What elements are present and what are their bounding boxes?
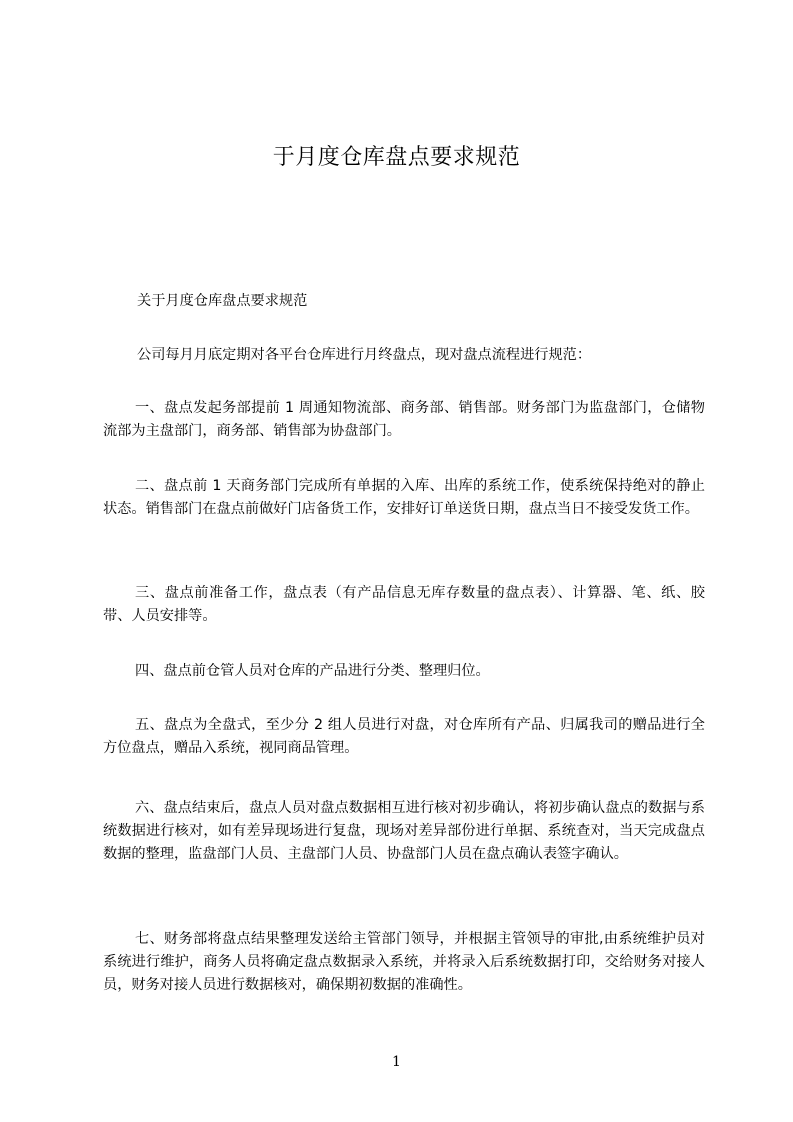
document-subtitle: 关于月度仓库盘点要求规范 — [137, 293, 308, 309]
section-3-paragraph: 三、盘点前准备工作，盘点表（有产品信息无库存数量的盘点表）、计算器、笔、纸、胶带、人员安排等。 — [103, 585, 705, 624]
section-7-paragraph: 七、财务部将盘点结果整理发送给主管部门领导，并根据主管领导的审批,由系统维护员对系统进行维护，商务人员将确定盘点数据录入系统，并将录入后系统数据打印，交给财务对接人员，财务对接人员进行数据核对，确保期初数据的准确性。 — [103, 931, 705, 993]
document-title: 于月度仓库盘点要求规范 — [272, 145, 521, 170]
section-1-paragraph: 一、盘点发起务部提前 1 周通知物流部、商务部、销售部。财务部门为监盘部门，仓储物流部为主盘部门，商务部、销售部为协盘部门。 — [103, 400, 705, 439]
section-2-paragraph: 二、盘点前 1 天商务部门完成所有单据的入库、出库的系统工作，使系统保持绝对的静止状态。销售部门在盘点前做好门店备货工作，安排好订单送货日期，盘点当日不接受发货工作。 — [103, 478, 705, 517]
intro-paragraph: 公司每月月底定期对各平台仓库进行月终盘点，现对盘点流程进行规范： — [137, 347, 592, 363]
page-number: 1 — [392, 1054, 401, 1070]
section-5-paragraph: 五、盘点为全盘式，至少分 2 组人员进行对盘，对仓库所有产品、归属我司的赠品进行全方位盘点，赠品入系统，视同商品管理。 — [103, 717, 705, 756]
section-6-paragraph: 六、盘点结束后，盘点人员对盘点数据相互进行核对初步确认，将初步确认盘点的数据与系统数据进行核对，如有差异现场进行复盘，现场对差异部份进行单据、系统查对，当天完成盘点数据的整理，监盘部门人员、主盘部门人员、协盘部门人员在盘点确认表签字确认。 — [103, 800, 705, 862]
section-4-paragraph: 四、盘点前仓管人员对仓库的产品进行分类、整理归位。 — [135, 663, 490, 679]
